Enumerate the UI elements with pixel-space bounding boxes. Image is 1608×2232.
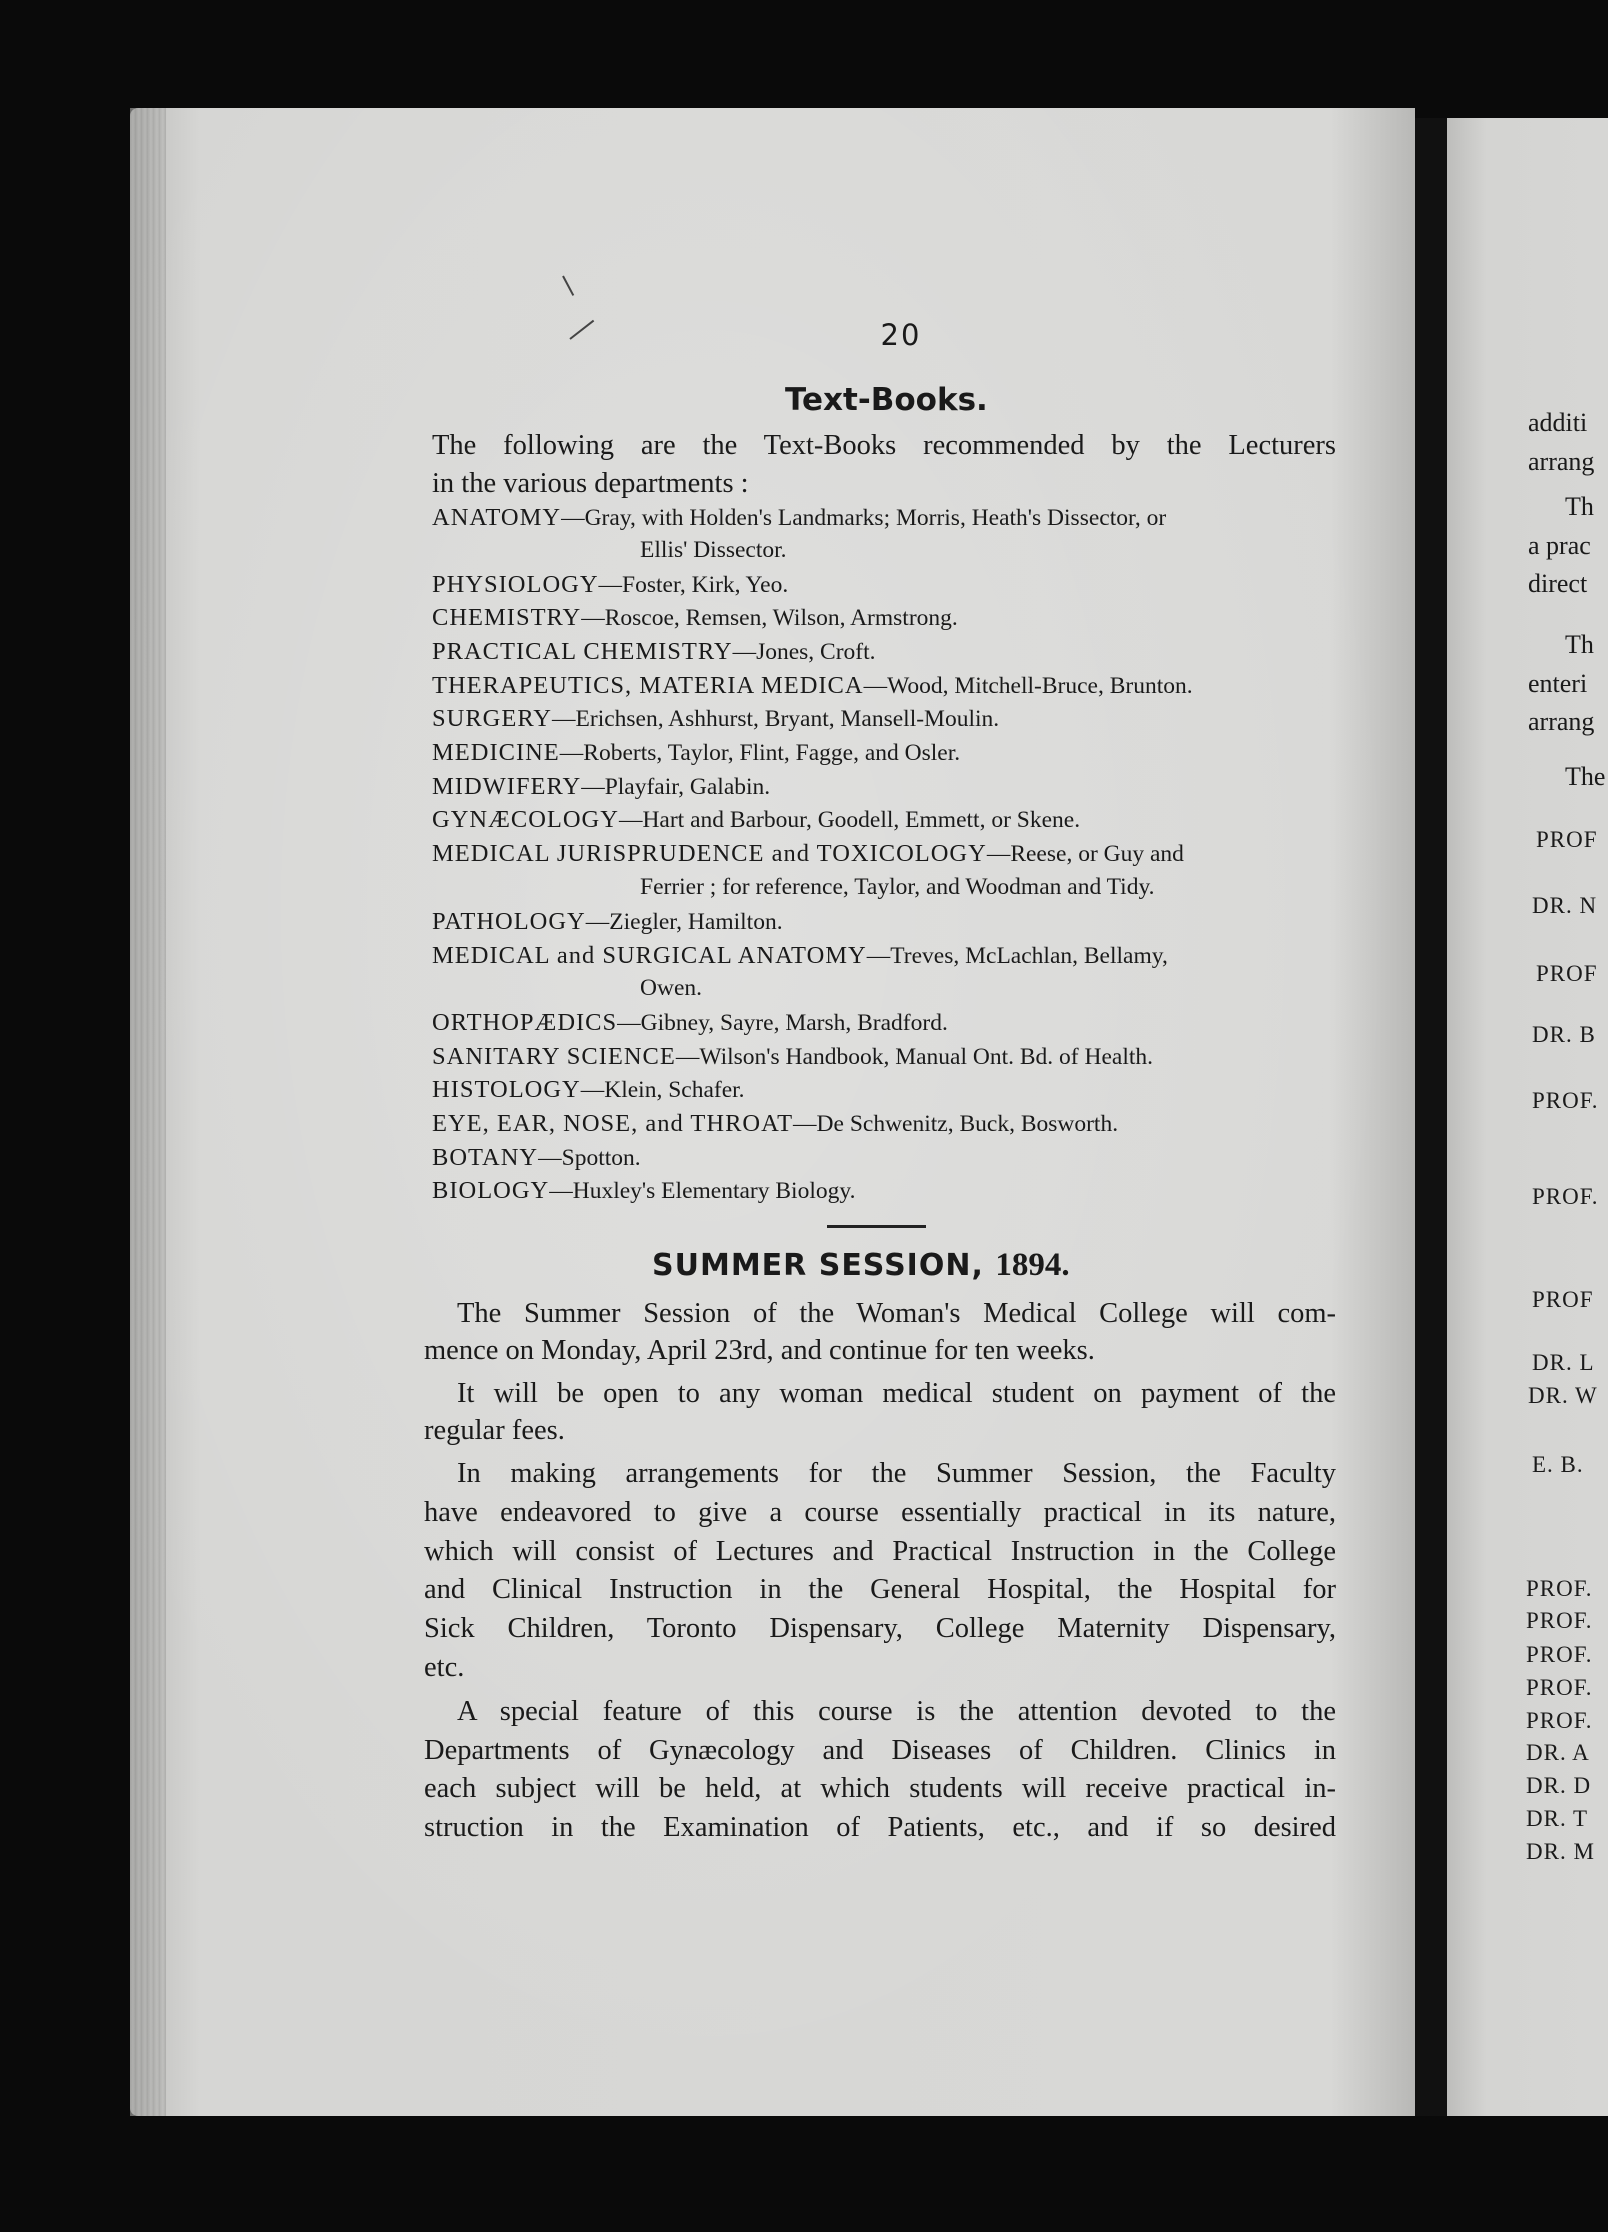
books: —De Schwenitz, Buck, Bosworth. <box>793 1111 1119 1137</box>
section-divider <box>827 1225 926 1228</box>
right-page-text: E. B. <box>1532 1452 1584 1477</box>
subject: PRACTICAL CHEMISTRY <box>432 638 733 665</box>
entry-continuation: Ferrier ; for reference, Taylor, and Woodman and Tidy. <box>640 874 1155 900</box>
subject: BIOLOGY <box>432 1177 550 1204</box>
subject: MEDICINE <box>432 739 560 766</box>
entry-continuation: Ellis' Dissector. <box>640 537 787 563</box>
subject: MEDICAL JURISPRUDENCE and TOXICOLOGY <box>432 840 987 867</box>
books: —Ziegler, Hamilton. <box>585 909 783 935</box>
right-page-text: DR. W <box>1528 1383 1598 1408</box>
summer-line: and Clinical Instruction in the General Hospital, the Hospital for <box>424 1574 1336 1605</box>
textbook-entry <box>432 638 876 666</box>
textbook-entry <box>432 504 1166 532</box>
right-page-text: DR. D <box>1526 1773 1592 1798</box>
summer-line: mence on Monday, April 23rd, and continue for ten weeks. <box>424 1335 1095 1366</box>
right-page-text: PROF. <box>1526 1576 1593 1601</box>
subject: PHYSIOLOGY <box>432 571 599 598</box>
right-page-text: arrang <box>1528 447 1595 476</box>
right-page-text: PROF. <box>1532 1184 1599 1209</box>
textbook-entry <box>432 1110 1118 1138</box>
right-page-text: PROF <box>1532 1287 1594 1312</box>
subject: MEDICAL and SURGICAL ANATOMY <box>432 942 867 969</box>
entry-continuation: Owen. <box>640 975 702 1001</box>
textbook-entry <box>432 571 788 599</box>
right-page-text: DR. N <box>1532 893 1598 918</box>
books: —Playfair, Galabin. <box>581 774 771 800</box>
books: —Jones, Croft. <box>732 639 876 665</box>
summer-heading-year: 1894. <box>995 1247 1070 1283</box>
subject: GYNÆCOLOGY <box>432 806 619 833</box>
right-page-text: PROF. <box>1526 1708 1593 1733</box>
right-page-text: direct <box>1528 569 1588 598</box>
subject: ANATOMY <box>432 504 562 531</box>
summer-line: A special feature of this course is the attention devoted to the <box>457 1696 1336 1727</box>
textbook-entry <box>432 908 783 936</box>
book-gutter <box>1415 118 1447 2116</box>
summer-line: which will consist of Lectures and Practical Instruction in the College <box>424 1536 1336 1567</box>
summer-line: It will be open to any woman medical student on payment of the <box>457 1378 1336 1409</box>
textbook-entry <box>432 806 1080 834</box>
books: —Gray, with Holden's Landmarks; Morris, Heath's Dissector, or <box>561 505 1167 531</box>
right-page-text: arrang <box>1528 707 1595 736</box>
textbook-entry <box>432 705 999 733</box>
subject: SURGERY <box>432 705 553 732</box>
books: —Klein, Schafer. <box>580 1077 745 1103</box>
textbook-entry <box>432 1076 745 1104</box>
summer-line: each subject will be held, at which students will receive practical in- <box>424 1773 1336 1804</box>
textbooks-intro-line-2: in the various departments : <box>432 468 749 499</box>
subject: THERAPEUTICS, MATERIA MEDICA <box>432 672 864 699</box>
summer-line: struction in the Examination of Patients, etc., and if so desired <box>424 1812 1336 1843</box>
summer-session-heading <box>652 1247 1070 1284</box>
right-page-text: Th <box>1565 630 1594 659</box>
textbook-entry <box>432 840 1184 868</box>
right-page-text: PROF. <box>1526 1608 1593 1633</box>
subject: ORTHOPÆDICS <box>432 1009 618 1036</box>
textbook-entry <box>432 739 960 767</box>
subject: EYE, EAR, NOSE, and THROAT <box>432 1110 794 1137</box>
books: —Erichsen, Ashhurst, Bryant, Mansell-Moulin. <box>552 706 1000 732</box>
subject: BOTANY <box>432 1144 539 1171</box>
summer-line: The Summer Session of the Woman's Medical College will com- <box>457 1298 1336 1329</box>
page-stack-edge <box>130 108 166 2116</box>
right-page-text: PROF <box>1536 961 1598 986</box>
books: —Treves, McLachlan, Bellamy, <box>866 943 1168 969</box>
right-page-text: The <box>1565 762 1606 791</box>
right-page-text: enteri <box>1528 669 1588 698</box>
subject: CHEMISTRY <box>432 604 582 631</box>
books: —Roscoe, Remsen, Wilson, Armstrong. <box>581 605 958 631</box>
right-page-text: PROF. <box>1526 1642 1593 1667</box>
right-page-text: DR. M <box>1526 1839 1595 1864</box>
textbook-entry <box>432 1043 1153 1071</box>
books: —Wilson's Handbook, Manual Ont. Bd. of Health. <box>675 1044 1154 1070</box>
textbook-entry <box>432 1009 948 1037</box>
subject: MIDWIFERY <box>432 773 582 800</box>
textbook-entry <box>432 942 1168 970</box>
right-page-text: DR. L <box>1532 1350 1595 1375</box>
textbooks-intro-line-1: The following are the Text-Books recommended by the Lecturers <box>432 430 1336 461</box>
summer-line: In making arrangements for the Summer Session, the Faculty <box>457 1458 1336 1489</box>
books: —Wood, Mitchell-Bruce, Brunton. <box>863 673 1193 699</box>
books: —Huxley's Elementary Biology. <box>549 1178 856 1204</box>
right-page-text: additi <box>1528 408 1588 437</box>
summer-line: Departments of Gynæcology and Diseases of Children. Clinics in <box>424 1735 1336 1766</box>
summer-line: have endeavored to give a course essentially practical in its nature, <box>424 1497 1336 1528</box>
books: —Roberts, Taylor, Flint, Fagge, and Osler. <box>559 740 961 766</box>
books: —Spotton. <box>538 1145 641 1171</box>
textbook-entry <box>432 1144 641 1172</box>
right-page-text: PROF. <box>1526 1675 1593 1700</box>
page-number: 20 <box>880 318 922 352</box>
right-page-text: PROF. <box>1532 1088 1599 1113</box>
textbook-entry <box>432 1177 855 1205</box>
books: —Gibney, Sayre, Marsh, Bradford. <box>617 1010 948 1036</box>
right-page-text: Th <box>1565 492 1594 521</box>
right-page-text: DR. A <box>1526 1740 1590 1765</box>
textbook-entry <box>432 672 1193 700</box>
subject: SANITARY SCIENCE <box>432 1043 676 1070</box>
textbook-entry <box>432 604 958 632</box>
textbook-entry <box>432 773 770 801</box>
right-page-text: DR. T <box>1526 1806 1589 1831</box>
right-page-text: PROF <box>1536 827 1598 852</box>
subject: PATHOLOGY <box>432 908 586 935</box>
right-page-text: DR. B <box>1532 1022 1596 1047</box>
textbooks-heading: Text-Books. <box>785 382 988 418</box>
summer-line: etc. <box>424 1652 465 1683</box>
books: —Reese, or Guy and <box>986 841 1184 867</box>
right-page-text: a prac <box>1528 531 1591 560</box>
summer-line: Sick Children, Toronto Dispensary, College Maternity Dispensary, <box>424 1613 1336 1644</box>
summer-line: regular fees. <box>424 1415 565 1446</box>
subject: HISTOLOGY <box>432 1076 581 1103</box>
books: —Foster, Kirk, Yeo. <box>598 572 789 598</box>
summer-heading-text: SUMMER SESSION, <box>652 1248 984 1283</box>
books: —Hart and Barbour, Goodell, Emmett, or Skene. <box>618 807 1081 833</box>
